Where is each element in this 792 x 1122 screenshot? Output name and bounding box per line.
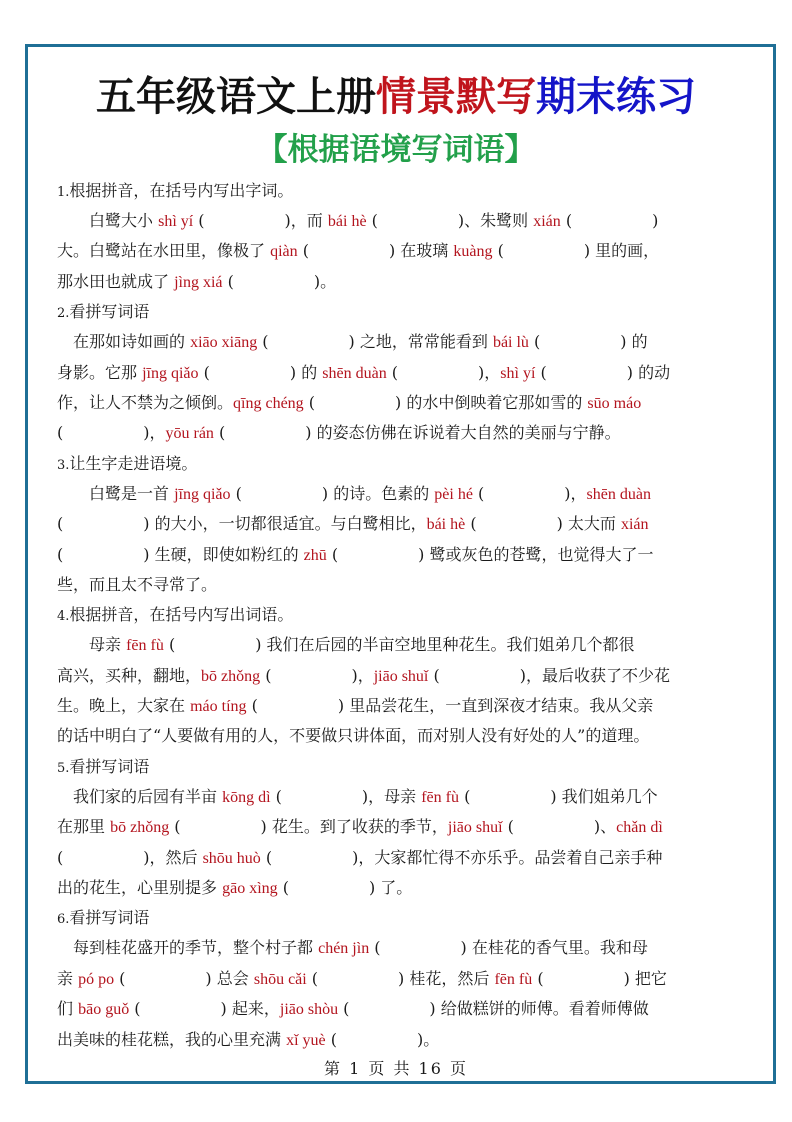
passage-text: ( ) 鹭或灰色的苍鹭，也觉得大了一 bbox=[326, 544, 654, 564]
pinyin-prompt: bái hè bbox=[426, 516, 466, 534]
passage-text: ( )、朱鹭则 bbox=[366, 211, 534, 230]
pinyin-prompt: shì yí bbox=[158, 213, 194, 230]
passage-line bbox=[57, 843, 747, 873]
passage-line bbox=[57, 479, 747, 509]
passage-text: ( ) 给做糕饼的师傅。看着师傅做 bbox=[338, 999, 649, 1019]
passage-line bbox=[57, 691, 747, 721]
pinyin-prompt: bō zhǒng bbox=[110, 819, 170, 837]
pinyin-prompt: chén jìn bbox=[318, 940, 370, 958]
passage-line bbox=[57, 388, 747, 418]
pinyin-prompt: bái hè bbox=[327, 213, 367, 230]
passage-text: 身影。它那 bbox=[57, 362, 143, 382]
pinyin-prompt: shēn duàn bbox=[586, 485, 651, 503]
pinyin-prompt: chǎn dì bbox=[616, 819, 663, 837]
passage-line bbox=[57, 236, 747, 266]
passage-line bbox=[57, 933, 747, 963]
question-heading bbox=[57, 600, 747, 630]
passage-text: 生。晚上，大家在 bbox=[57, 696, 191, 716]
pinyin-prompt: qiàn bbox=[270, 243, 298, 261]
pinyin-prompt: qīng chéng bbox=[233, 394, 304, 412]
pinyin-prompt: pó po bbox=[78, 970, 115, 988]
question-number: 3. bbox=[57, 457, 70, 473]
passage-text: 白鹭大小 bbox=[57, 211, 159, 230]
passage-line bbox=[57, 812, 747, 842]
passage-text: ( ) 之地，常常能看到 bbox=[257, 332, 493, 352]
question-title: 看拼写词语 bbox=[69, 756, 150, 776]
passage-text: ( )。 bbox=[325, 1029, 440, 1049]
passage-text: 我们家的后园有半亩 bbox=[57, 786, 223, 806]
pinyin-prompt: yōu rán bbox=[165, 425, 214, 443]
title-part-topic: 情景默写 bbox=[376, 74, 536, 120]
question-heading bbox=[57, 752, 747, 782]
pinyin-prompt: xiāo xiāng bbox=[190, 334, 258, 352]
passage-line bbox=[57, 267, 747, 297]
pinyin-prompt: shōu cǎi bbox=[253, 970, 307, 988]
passage-text: ( )、 bbox=[502, 817, 617, 837]
passage-text: 出美味的桂花糕，我的心里充满 bbox=[57, 1029, 287, 1049]
pinyin-prompt: fēn fù bbox=[126, 637, 164, 655]
passage-text: ( ) 我们姐弟几个 bbox=[458, 786, 658, 806]
passage-text: 些，而且太不寻常了。 bbox=[57, 574, 218, 594]
passage-text: 作，让人不禁为之倾倒。 bbox=[57, 392, 234, 412]
passage-line bbox=[57, 994, 747, 1024]
pinyin-prompt: xǐ yuè bbox=[286, 1031, 326, 1049]
pinyin-prompt: sūo máo bbox=[587, 394, 642, 412]
passage-text: ( ) 的 bbox=[198, 362, 323, 382]
passage-line bbox=[57, 540, 747, 570]
question-number: 1. bbox=[57, 185, 70, 200]
question-heading bbox=[57, 449, 747, 479]
page-subtitle: 【根据语境写词语】 bbox=[256, 132, 536, 168]
pinyin-prompt: fēn fù bbox=[494, 970, 533, 988]
question-heading bbox=[57, 297, 747, 327]
passage-text: ( ) 在玻璃 bbox=[297, 241, 454, 261]
passage-text: 每到桂花盛开的季节，整个村子都 bbox=[57, 938, 319, 958]
passage-text: ( )， bbox=[386, 362, 501, 382]
pinyin-prompt: fēn fù bbox=[421, 788, 459, 806]
passage-line bbox=[57, 721, 747, 751]
passage-text: 们 bbox=[57, 999, 79, 1019]
passage-text: ( )，最后收获了不少花 bbox=[428, 665, 670, 685]
pinyin-prompt: shì yí bbox=[500, 364, 536, 382]
title-part-grade: 五年级语文上册 bbox=[96, 74, 376, 120]
passage-text: 出的花生，心里别提多 bbox=[57, 878, 223, 898]
pinyin-prompt: kuàng bbox=[453, 243, 493, 261]
pinyin-prompt: shēn duàn bbox=[322, 364, 387, 382]
pinyin-prompt: máo tíng bbox=[190, 698, 247, 716]
pinyin-prompt: bāo guǒ bbox=[78, 1001, 130, 1019]
passage-text: ( ) 里品尝花生，一直到深夜才结束。我从父亲 bbox=[246, 696, 654, 716]
question-number: 6. bbox=[57, 912, 70, 928]
pinyin-prompt: xián bbox=[533, 213, 561, 230]
question-passage bbox=[57, 630, 747, 752]
passage-line bbox=[57, 630, 747, 660]
passage-text: ( ) 的动 bbox=[535, 362, 671, 382]
passage-text: 亲 bbox=[57, 968, 79, 988]
passage-line bbox=[57, 509, 747, 539]
passage-line bbox=[57, 570, 747, 600]
page-number: 第 1 页 共 16 页 bbox=[324, 1059, 468, 1078]
passage-text: ( ) 生硬，即使如粉红的 bbox=[57, 544, 304, 564]
question-title: 根据拼音，在括号内写出词语。 bbox=[69, 605, 294, 625]
passage-text: ( ) 的大小，一切都很适宜。与白鹭相比， bbox=[57, 514, 427, 534]
pinyin-prompt: jìng xiá bbox=[174, 273, 223, 291]
passage-line bbox=[57, 661, 747, 691]
pinyin-prompt: kōng dì bbox=[222, 788, 271, 806]
passage-text: ( ) 花生。到了收获的季节， bbox=[169, 817, 448, 837]
passage-text: ( ) 的诗。色素的 bbox=[230, 483, 435, 503]
passage-text: ( )，然后 bbox=[57, 847, 203, 867]
passage-line bbox=[57, 206, 747, 236]
pinyin-prompt: jiāo shuǐ bbox=[373, 667, 429, 685]
pinyin-prompt: shōu huò bbox=[202, 849, 261, 867]
question-title: 看拼写词语 bbox=[69, 302, 150, 322]
question-passage bbox=[57, 479, 747, 601]
questions-container bbox=[57, 176, 747, 1055]
question-heading bbox=[57, 176, 747, 206]
passage-text: ( ) 我们在后园的半亩空地里种花生。我们姐弟几个都很 bbox=[163, 635, 635, 655]
passage-line bbox=[57, 964, 747, 994]
passage-text: 在那如诗如画的 bbox=[57, 332, 191, 352]
pinyin-prompt: bái lù bbox=[492, 334, 529, 352]
passage-line bbox=[57, 418, 747, 448]
title-part-exam: 期末练习 bbox=[536, 74, 696, 120]
question-heading bbox=[57, 903, 747, 933]
pinyin-prompt: xián bbox=[620, 516, 649, 534]
passage-line bbox=[57, 782, 747, 812]
question-number: 2. bbox=[57, 306, 70, 322]
question-passage bbox=[57, 206, 747, 297]
passage-line bbox=[57, 1025, 747, 1055]
question-number: 4. bbox=[57, 609, 70, 625]
passage-text: ( ) 起来， bbox=[129, 999, 280, 1019]
passage-text: ( )， bbox=[472, 483, 587, 503]
passage-text: ( ) 桂花，然后 bbox=[306, 968, 495, 988]
pinyin-prompt: pèi hé bbox=[434, 485, 473, 503]
pinyin-prompt: bō zhǒng bbox=[201, 667, 261, 685]
passage-text: ( ) 的 bbox=[528, 332, 648, 352]
passage-text: ( ) 的水中倒映着它那如雪的 bbox=[303, 392, 588, 412]
question-title: 让生字走进语境。 bbox=[69, 453, 198, 473]
passage-line bbox=[57, 327, 747, 357]
question-passage bbox=[57, 782, 747, 904]
question-passage bbox=[57, 933, 747, 1055]
page-title bbox=[0, 74, 792, 120]
passage-text: ( ) 里的画， bbox=[492, 241, 660, 261]
passage-text: ( )，大家都忙得不亦乐乎。品尝着自己亲手种 bbox=[260, 847, 663, 867]
passage-text: ( )， bbox=[260, 665, 374, 685]
passage-text: 高兴，买种，翻地， bbox=[57, 665, 202, 685]
passage-text: 在那里 bbox=[57, 817, 111, 837]
passage-text: 大。白鹭站在水田里，像极了 bbox=[57, 241, 271, 261]
passage-text: 白鹭是一首 bbox=[57, 483, 175, 503]
pinyin-prompt: jīng qiǎo bbox=[174, 485, 231, 503]
pinyin-prompt: gāo xìng bbox=[222, 880, 278, 898]
pinyin-prompt: jīng qiǎo bbox=[142, 364, 199, 382]
passage-text: ( )，母亲 bbox=[270, 786, 422, 806]
passage-text: ( ) 了。 bbox=[277, 878, 413, 898]
question-title: 看拼写词语 bbox=[69, 908, 150, 928]
pinyin-prompt: jiāo shòu bbox=[279, 1001, 339, 1019]
passage-text: 那水田也就成了 bbox=[57, 271, 175, 291]
passage-line bbox=[57, 873, 747, 903]
passage-text: 的话中明白了“人要做有用的人，不要做只讲体面，而对别人没有好处的人”的道理。 bbox=[57, 726, 650, 746]
passage-text: 母亲 bbox=[57, 635, 127, 655]
passage-line bbox=[57, 358, 747, 388]
passage-text: ( )，而 bbox=[193, 211, 328, 230]
question-number: 5. bbox=[57, 760, 70, 776]
passage-text: ( ) 在桂花的香气里。我和母 bbox=[369, 938, 648, 958]
pinyin-prompt: jiāo shuǐ bbox=[447, 819, 503, 837]
passage-text: ( )， bbox=[57, 423, 166, 443]
passage-text: ( ) bbox=[560, 211, 659, 230]
passage-text: ( )。 bbox=[222, 271, 337, 291]
question-passage bbox=[57, 327, 747, 449]
question-title: 根据拼音，在括号内写出字词。 bbox=[69, 181, 294, 200]
passage-text: ( ) 太大而 bbox=[465, 514, 621, 534]
passage-text: ( ) 把它 bbox=[532, 968, 667, 988]
passage-text: ( ) 的姿态仿佛在诉说着大自然的美丽与宁静。 bbox=[213, 423, 621, 443]
pinyin-prompt: zhū bbox=[303, 546, 327, 564]
passage-text: ( ) 总会 bbox=[114, 968, 254, 988]
